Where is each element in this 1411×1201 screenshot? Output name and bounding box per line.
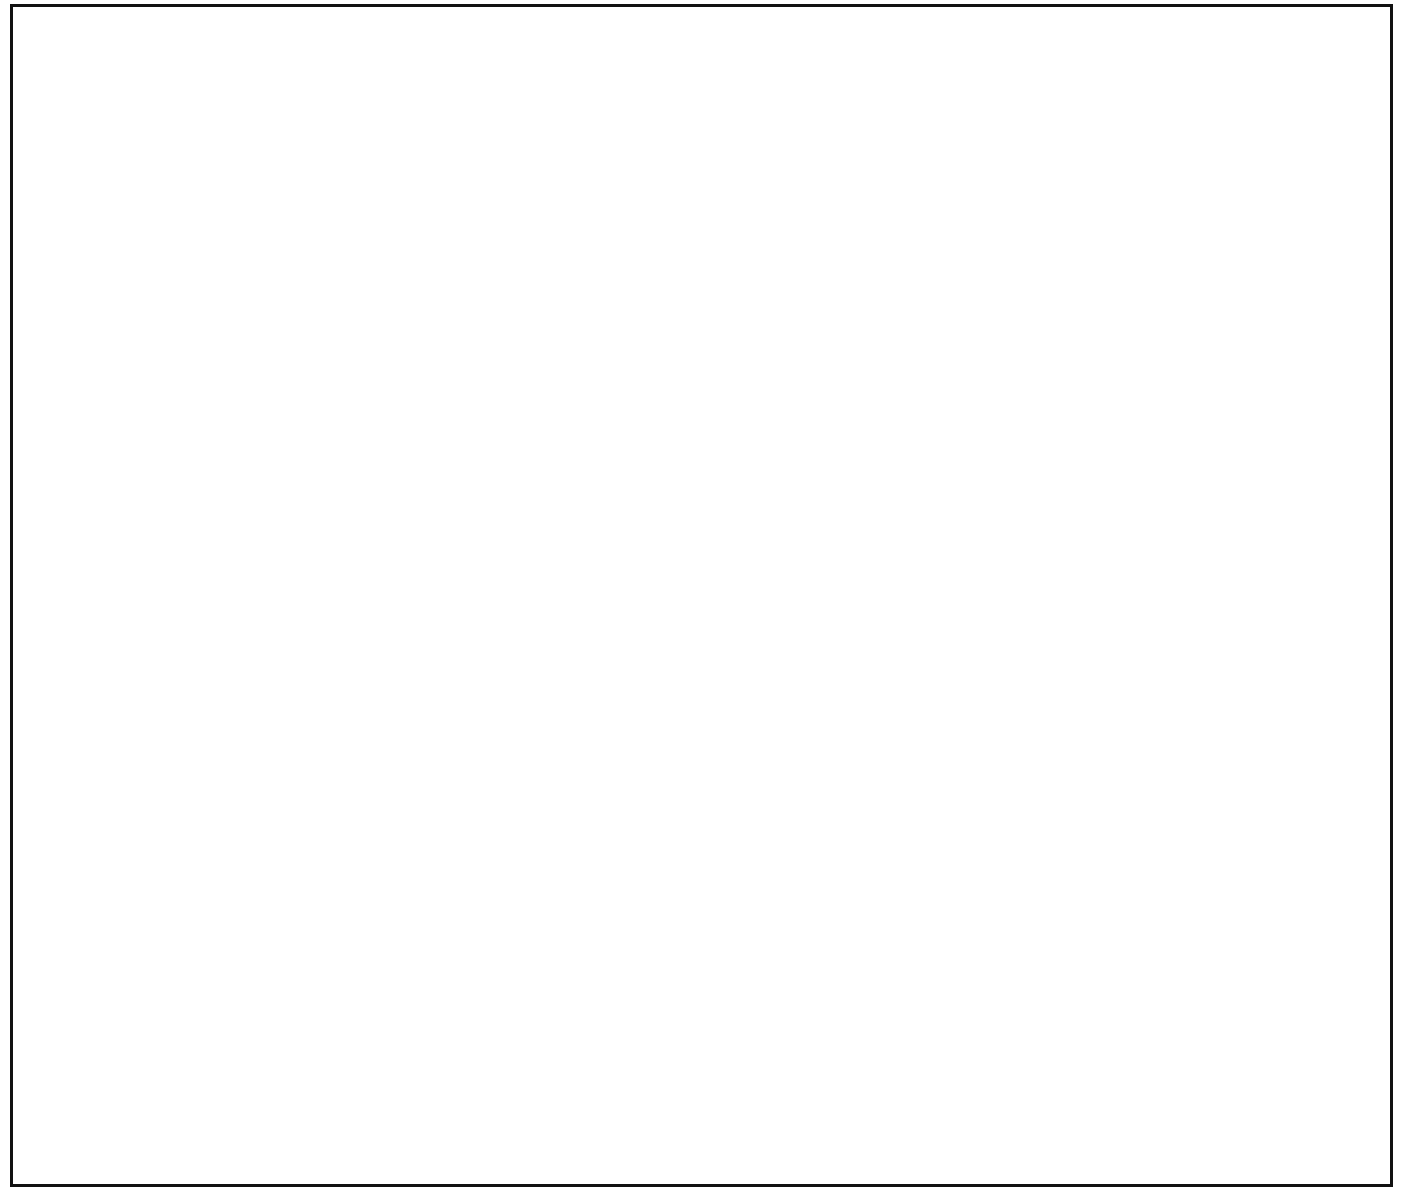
notice-signature (29, 1136, 1374, 1174)
notice-title (29, 17, 1374, 57)
notice-body (29, 63, 1374, 1132)
notice-box (10, 4, 1393, 1187)
